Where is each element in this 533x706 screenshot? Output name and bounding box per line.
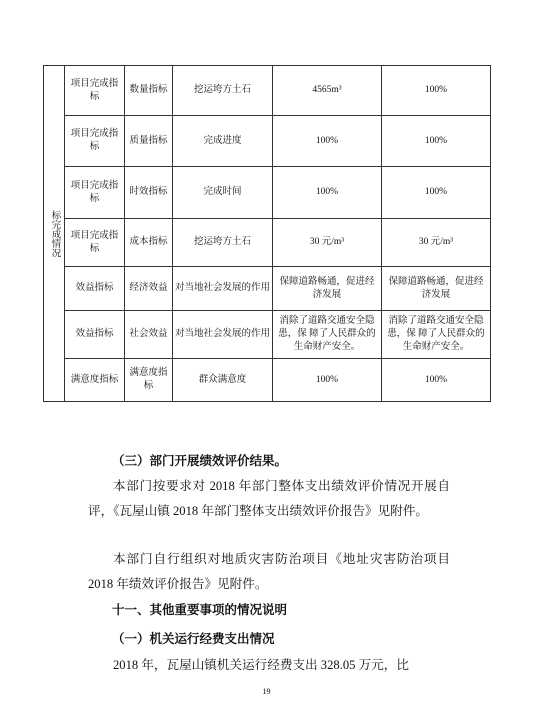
table-cell: 100% (273, 167, 382, 219)
table-cell: 满意度指标 (125, 359, 173, 402)
section-11-subheading: （一）机关运行经费支出情况 (112, 631, 275, 646)
table-cell: 社会效益 (125, 311, 173, 359)
table-cell: 保障道路畅通，促进经济发展 (273, 267, 382, 311)
table-cell: 100% (382, 359, 491, 402)
table-row (44, 66, 491, 116)
section-3-heading: （三）部门开展绩效评价结果。 (112, 453, 288, 468)
table-cell: 完成时间 (173, 167, 273, 219)
table-cell: 4565m³ (273, 66, 382, 116)
table-cell: 挖运垮方土石 (173, 66, 273, 116)
section-11-heading: 十一、其他重要事项的情况说明 (112, 602, 288, 617)
page-number: 19 (262, 687, 271, 696)
paragraph-geo-hazard: 本部门自行组织对地质灾害防治项目《地址灾害防治项目 2018 年绩效评价报告》见附件。 (88, 552, 450, 591)
table-cell: 完成进度 (173, 116, 273, 167)
paragraph-self-evaluation: 本部门按要求对 2018 年部门整体支出绩效评价情况开展自评，《瓦屋山镇 2018 年部门整体支出绩效评价报告》见附件。 (88, 479, 450, 518)
table-cell: 项目完成指标 (65, 116, 125, 167)
table-cell: 100% (273, 116, 382, 167)
table-cell: 保障道路畅通，促进经济发展 (382, 267, 491, 311)
table-cell: 项目完成指标 (65, 219, 125, 267)
table-cell: 消除了道路交通安全隐患，保 障了人民群众的生命财产安全。 (382, 311, 491, 359)
table-cell: 100% (273, 359, 382, 402)
table-cell: 群众满意度 (173, 359, 273, 402)
table-cell: 数量指标 (125, 66, 173, 116)
table-cell: 100% (382, 167, 491, 219)
table-row (44, 359, 491, 402)
table-cell: 消除了道路交通安全隐患，保 障了人民群众的生命财产安全。 (273, 311, 382, 359)
table-row (44, 311, 491, 359)
table-cell: 对当地社会发展的作用 (173, 311, 273, 359)
performance-table (43, 65, 491, 402)
table-row (44, 219, 491, 267)
table-row (44, 167, 491, 219)
table-cell: 效益指标 (65, 267, 125, 311)
table-cell: 对当地社会发展的作用 (173, 267, 273, 311)
table-cell: 100% (382, 116, 491, 167)
table-cell: 成本指标 (125, 219, 173, 267)
table-cell: 时效指标 (125, 167, 173, 219)
table-cell: 经济效益 (125, 267, 173, 311)
table-cell: 质量指标 (125, 116, 173, 167)
paragraph-operating-expenses: 2018 年，瓦屋山镇机关运行经费支出 328.05 万元，比 (113, 658, 409, 672)
table-cell: 挖运垮方土石 (173, 219, 273, 267)
table-cell: 30 元/m³ (382, 219, 491, 267)
side-label: 标完成情况 (44, 66, 65, 402)
table-cell: 项目完成指标 (65, 167, 125, 219)
table-row (44, 267, 491, 311)
table-cell: 效益指标 (65, 311, 125, 359)
table-cell: 满意度指标 (65, 359, 125, 402)
table-row (44, 116, 491, 167)
table-cell: 30 元/m³ (273, 219, 382, 267)
table-cell: 100% (382, 66, 491, 116)
table-cell: 项目完成指标 (65, 66, 125, 116)
